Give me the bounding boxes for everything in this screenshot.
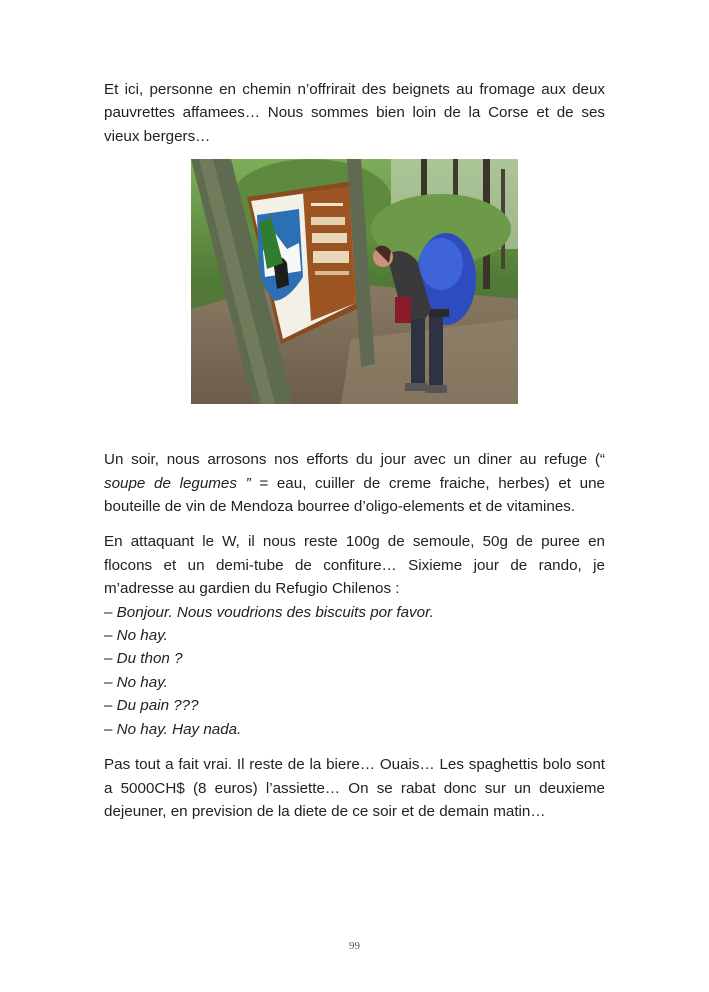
dinner-paragraph [104,448,605,518]
page-content [104,78,605,823]
page-number: 99 [349,940,360,952]
supplies-paragraph [104,530,605,741]
dialogue-line: – No hay. Hay nada. [104,720,242,738]
trail-sign-photo [191,159,518,404]
dialogue-line: – Du thon ? [104,650,183,668]
hiker-at-sign-image [191,159,518,404]
dinner-text-start: Un soir, nous arrosons nos efforts du jour avec un diner au refuge (“ [104,451,605,469]
spaghetti-paragraph: Pas tout a fait vrai. Il reste de la biere… Ouais… Les spaghettis bolo sont a 5000CH$ (8 euros) l’assiette… On se rabat donc sur un deuxieme dejeuner, en prevision de la diete de ce soir et de demain matin… [104,756,605,820]
dialogue-line: – No hay. [104,673,168,691]
dialogue-line: – Bonjour. Nous voudrions des biscuits por favor. [104,603,434,621]
dialogue-line: – No hay. [104,627,168,645]
soup-emphasis: soupe de legumes ” [104,474,251,492]
photo-container [104,159,605,404]
intro-paragraph: Et ici, personne en chemin n’offrirait des beignets au fromage aux deux pauvrettes affamees… Nous sommes bien loin de la Corse et de ses vieux bergers… [104,81,605,145]
supplies-text: En attaquant le W, il nous reste 100g de semoule, 50g de puree en flocons et un demi-tube de confiture… Sixieme jour de rando, je m’adresse au gardien du Refugio Chilenos : [104,533,605,598]
dialogue-line: – Du pain ??? [104,697,199,715]
dinner-text-end: = eau, cuiller de creme fraiche, herbes) et une bouteille de vin de Mendoza bourree d’oligo-elements et de vitamines. [104,474,605,516]
